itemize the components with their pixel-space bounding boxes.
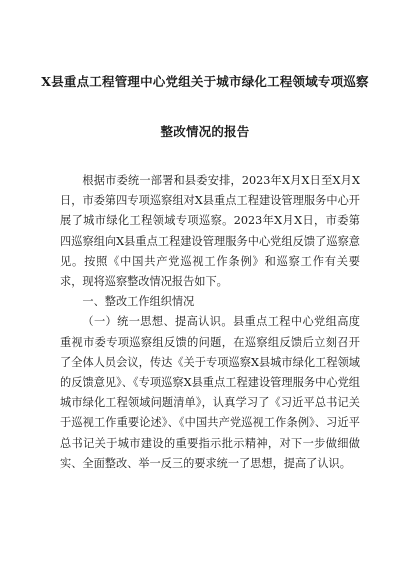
section-heading: 一、整改工作组织情况 <box>82 295 195 309</box>
document-title-line-1: X县重点工程管理中心党组关于城市绿化工程领域专项巡察 <box>41 74 369 89</box>
intro-paragraph: 根据市委统一部署和县委安排，2023年X月X日至X月X日，市委第四专项巡察组对X县重点工程建设管理服务中心开展了城市绿化工程领域专项巡察。2023年X月X日，市委第四巡察组向X县重点工程建设管理服务中心党组反馈了巡察意见。按照《中国共产党巡视工作条例》和巡察工作有关要求，现将巡察整改情况报告如下。 <box>60 174 360 289</box>
document-body <box>60 171 360 474</box>
body-paragraph: （一）统一思想、提高认识。县重点工程中心党组高度重视市委专项巡察组反馈的问题，在巡察组反馈后立刻召开了全体人员会议，传达《关于专项巡察X县城市绿化工程领域的反馈意见》、《专项巡察X县重点工程建设管理服务中心党组城市绿化工程领域问题清单》，认真学习了《习近平总书记关于巡视工作重要论述》、《中国共产党巡视工作条例》、习近平总书记关于城市建设的重要指示批示精神，对下一步做细做实、全面整改、举一反三的要求统一了思想，提高了认识。 <box>60 315 360 470</box>
document-title-line-2: 整改情况的报告 <box>160 124 250 139</box>
